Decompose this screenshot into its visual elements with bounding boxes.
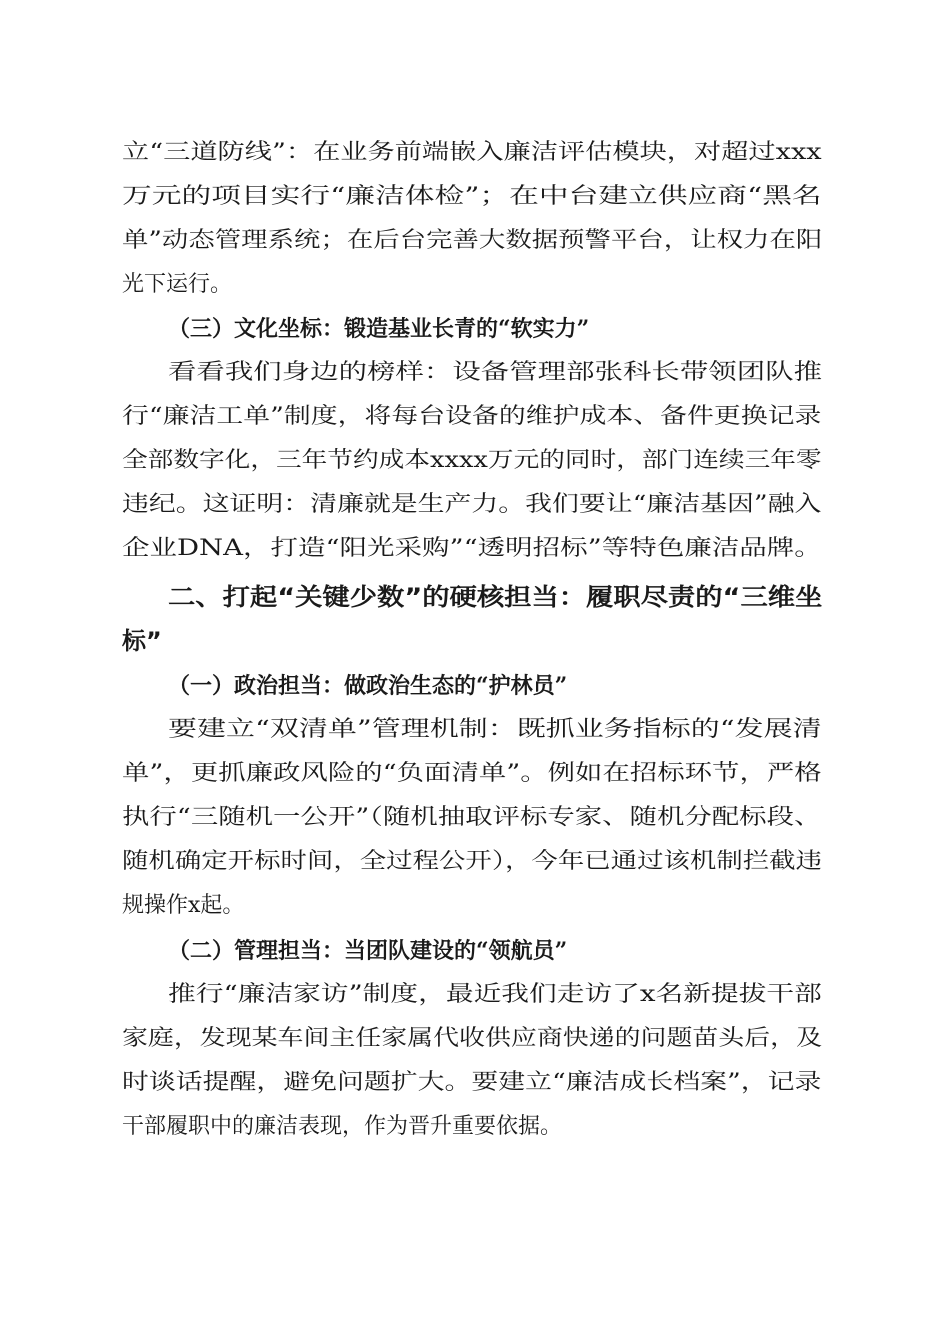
body-line: 企业DNA，打造“阳光采购”“透明招标”等特色廉洁品牌。: [122, 536, 822, 561]
body-line: 随机确定开标时间，全过程公开），今年已通过该机制拦截违: [122, 849, 823, 874]
body-line: 规操作x起。: [122, 893, 245, 918]
body-line: 看看我们身边的榜样：设备管理部张科长带领团队推: [168, 360, 823, 385]
subsection-heading: （二）管理担当：当团队建设的“领航员”: [168, 938, 568, 964]
body-line: 单”，更抓廉政风险的“负面清单”。例如在招标环节，严格: [122, 761, 822, 786]
body-line: 单”动态管理系统；在后台完善大数据预警平台，让权力在阳: [122, 228, 823, 253]
section-heading: 二、打起“关键少数”的硬核担当：履职尽责的“三维坐: [168, 583, 823, 611]
section-heading: 标”: [122, 627, 162, 655]
body-line: 要建立“双清单”管理机制：既抓业务指标的“发展清: [168, 717, 822, 742]
body-line: 家庭，发现某车间主任家属代收供应商快递的问题苗头后，及: [122, 1026, 823, 1051]
body-line: 干部履职中的廉洁表现，作为晋升重要依据。: [122, 1114, 563, 1139]
subsection-heading: （三）文化坐标：锻造基业长青的“软实力”: [168, 316, 590, 342]
body-line: 执行“三随机一公开”（随机抽取评标专家、随机分配标段、: [122, 805, 822, 830]
body-line: 推行“廉洁家访”制度，最近我们走访了x名新提拔干部: [168, 982, 822, 1007]
body-line: 光下运行。: [122, 272, 233, 297]
body-line: 行“廉洁工单”制度，将每台设备的维护成本、备件更换记录: [122, 404, 822, 429]
body-line: 违纪。这证明：清廉就是生产力。我们要让“廉洁基因”融入: [122, 492, 822, 517]
body-line: 时谈话提醒，避免问题扩大。要建立“廉洁成长档案”，记录: [122, 1070, 822, 1095]
body-line: 万元的项目实行“廉洁体检”；在中台建立供应商“黑名: [122, 184, 822, 209]
subsection-heading: （一）政治担当：做政治生态的“护林员”: [168, 673, 568, 699]
body-line: 立“三道防线”：在业务前端嵌入廉洁评估模块，对超过xxx: [122, 140, 822, 165]
body-line: 全部数字化，三年节约成本xxxx万元的同时，部门连续三年零: [122, 448, 822, 473]
